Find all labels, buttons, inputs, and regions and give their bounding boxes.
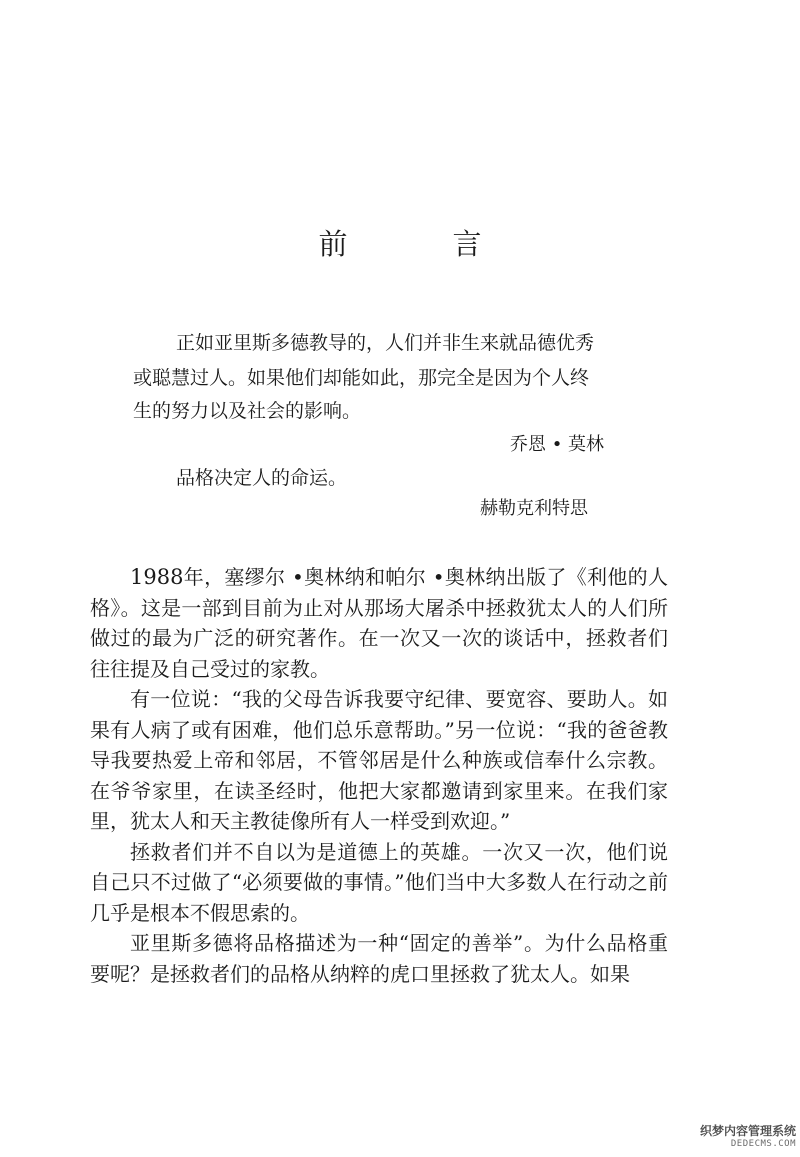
paragraph-2: 有一位说：“我的父母告诉我要守纪律、要宽容、要助人。如果有人病了或有困难，他们总乐意帮助。”另一位说：“我的爸爸教导我要热爱上帝和邻居，不管邻居是什么种族或信奉什么宗教。在爷爷家里，在读圣经时，他把大家都邀请到家里来。在我们家里，犹太人和天主教徒像所有人一样受到欢迎。”	[90, 687, 668, 833]
paragraph-4: 亚里斯多德将品格描述为一种“固定的善举”。为什么品格重要呢？是拯救者们的品格从纳粹的虎口里拯救了犹太人。如果	[90, 931, 668, 986]
epigraph-1-line-3: 生的努力以及社会的影响。	[133, 400, 362, 422]
epigraph-1-line-1: 正如亚里斯多德教导的，人们并非生来就品德优秀	[176, 332, 595, 354]
paragraph-1-text: 年，塞缪尔 •奥林纳和帕尔 •奥林纳出版了《利他的人格》。这是一部到目前为止对从那场大屠杀中拯救犹太人的人们所做过的最为广泛的研究著作。在一次又一次的谈话中，拯救者们往往提及自己受过的家教。	[90, 565, 668, 681]
epigraph-1-attribution: 乔恩 • 莫林	[510, 434, 605, 455]
paragraph-1	[90, 562, 668, 684]
chapter-title: 前 言	[318, 227, 520, 261]
paragraph-3: 拯救者们并不自以为是道德上的英雄。一次又一次，他们说自己只不过做了“必须要做的事情。”他们当中大多数人在行动之前几乎是根本不假思索的。	[90, 839, 668, 925]
epigraph-2-line-1: 品格决定人的命运。	[176, 467, 348, 489]
paragraph-1-year: 1988	[130, 565, 184, 589]
epigraph-2-attribution: 赫勒克利特思	[480, 498, 588, 519]
epigraph-1-line-2: 或聪慧过人。如果他们却能如此，那完全是因为个人终	[133, 367, 590, 389]
body-text	[90, 562, 668, 989]
watermark-bottom: DEDECMS.COM	[730, 1139, 796, 1149]
watermark	[688, 1124, 796, 1154]
watermark-top: 织梦内容管理系统	[699, 1124, 796, 1138]
